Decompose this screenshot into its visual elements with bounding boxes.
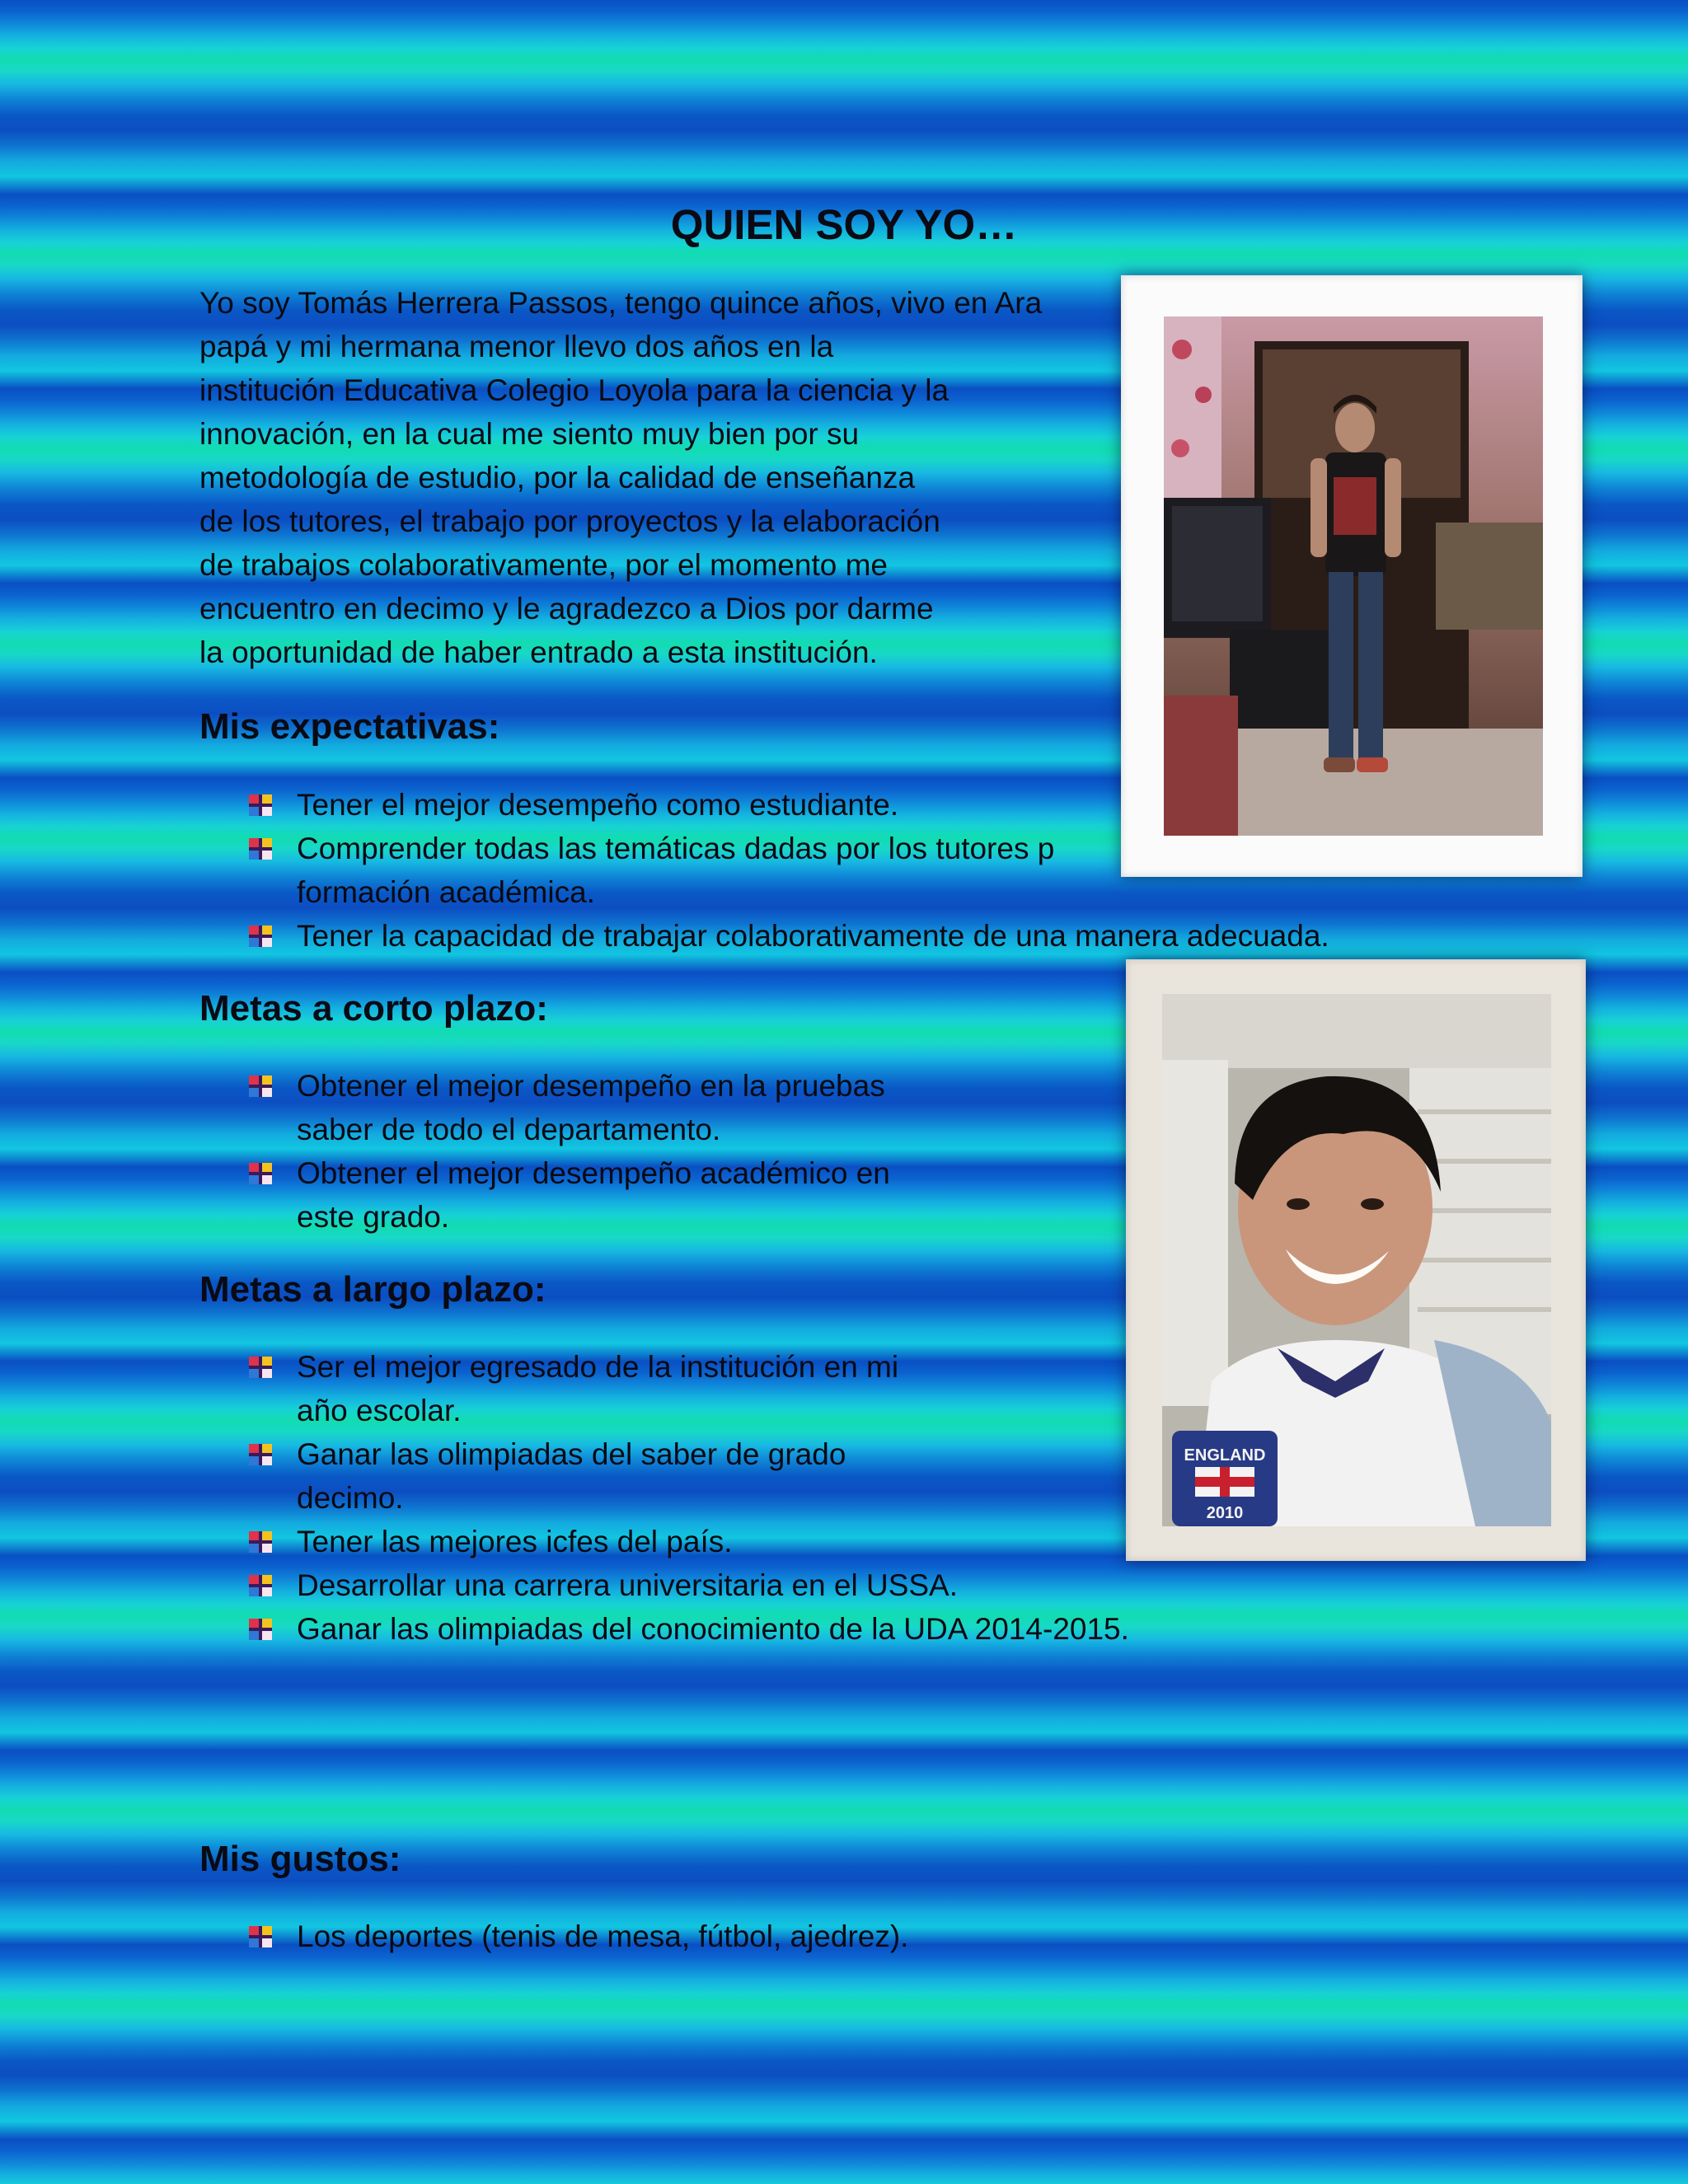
list-item [249,1915,1320,1958]
list-item-text: Ser el mejor egresado de la institución en mi año escolar. [297,1350,899,1427]
bullet-icon [249,1163,272,1184]
section-heading-expectativas: Mis expectativas: [199,706,500,747]
list-item-text: Tener el mejor desempeño como estudiante. [297,788,899,822]
bullet-icon [249,1357,272,1378]
bullet-icon [249,926,272,947]
list-item [249,1607,1320,1651]
bullet-icon [249,1444,272,1465]
photo-frame-full-body [1121,275,1582,877]
bullet-icon [249,1531,272,1553]
section-heading-gustos: Mis gustos: [199,1839,401,1879]
list-item-text: Tener la capacidad de trabajar colaborativamente de una manera adecuada. [297,919,1329,953]
portrait-photo-illustration [1162,994,1551,1526]
bullet-icon [249,1076,272,1097]
list-item-text: Ganar las olimpiadas del conocimiento de la UDA 2014-2015. [297,1612,1129,1646]
list-item [249,914,1469,958]
bullet-icon [249,1926,272,1947]
list-item-text: Desarrollar una carrera universitaria en el USSA. [297,1568,959,1602]
page-title: QUIEN SOY YO… [670,201,1018,248]
list-item-text: Obtener el mejor desempeño académico en este grado. [297,1156,890,1234]
bullet-icon [249,838,272,860]
bullet-icon [249,1619,272,1640]
section-heading-largo-plazo: Metas a largo plazo: [199,1269,546,1310]
list-item-text: Ganar las olimpiadas del saber de grado decimo. [297,1437,846,1515]
list-item-text: Tener las mejores icfes del país. [297,1525,733,1558]
list-item [249,1563,1320,1607]
intro-paragraph: Yo soy Tomás Herrera Passos, tengo quince años, vivo en Ara papá y mi hermana menor llevo dos años en la institución Educativa Colegio Loyola para la ciencia y la innovación, en la cual me siento muy bien por su metodología de estudio, por la calidad de enseñanza de los tutores, el trabajo por proyectos y la elaboración de trabajos colaborativamente, por el momento me encuentro en decimo y le agradezco a Dios por darme la oportunidad de haber entrado a esta institución. [199,286,1043,669]
list-corto-plazo [249,1064,1073,1239]
photo-frame-portrait [1126,959,1586,1561]
list-item [249,1151,1073,1239]
full-body-photo-illustration [1164,316,1543,836]
bullet-icon [249,794,272,816]
list-item-text: Los deportes (tenis de mesa, fútbol, ajedrez). [297,1919,909,1953]
full-body-photo [1164,316,1543,836]
list-gustos [249,1915,1320,1958]
svg-text:2010: 2010 [1206,1504,1244,1522]
section-heading-corto-plazo: Metas a corto plazo: [199,988,548,1029]
list-item-text: Obtener el mejor desempeño en la pruebas saber de todo el departamento. [297,1069,885,1146]
list-item [249,1064,1073,1151]
bullet-icon [249,1575,272,1596]
svg-text:ENGLAND: ENGLAND [1184,1446,1266,1465]
portrait-photo [1162,994,1551,1526]
list-item-text: Comprender todas las temáticas dadas por los tutores p formación académica. [297,832,1055,909]
